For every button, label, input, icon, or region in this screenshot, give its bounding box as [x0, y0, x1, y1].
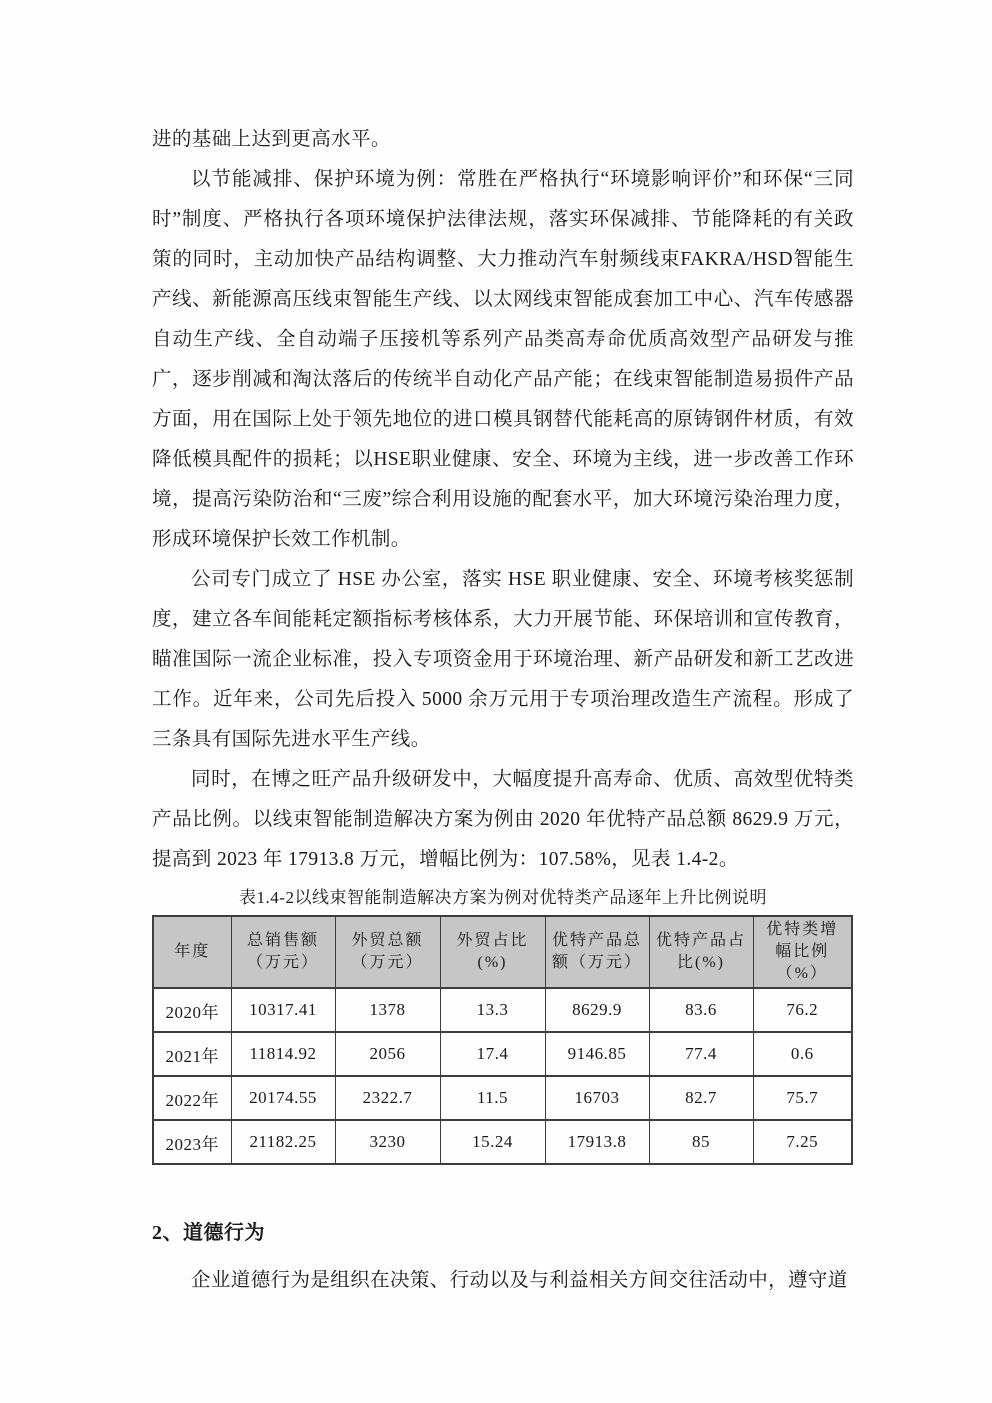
cell-premium-product-total: 17913.8 — [545, 1120, 649, 1164]
cell-total-sales: 10317.41 — [231, 988, 335, 1032]
data-table — [152, 915, 853, 1165]
table-caption: 表1.4-2以线束智能制造解决方案为例对优特类产品逐年上升比例说明 — [239, 888, 767, 907]
cell-foreign-trade-ratio: 13.3 — [440, 988, 545, 1032]
body-paragraph-product-upgrade: 同时，在博之旺产品升级研发中，大幅度提升高寿命、优质、高效型优特类产品比例。以线束智能制造解决方案为例由 2020 年优特产品总额 8629.9 万元，提高到 2023 年 17913.8 万元，增幅比例为：107.58%，见表 1.4-2。 — [152, 769, 854, 870]
cell-year: 2021年 — [153, 1032, 231, 1076]
table-row — [153, 1120, 852, 1164]
cell-premium-product-total: 9146.85 — [545, 1032, 649, 1076]
cell-year: 2020年 — [153, 988, 231, 1032]
cell-premium-product-ratio: 83.6 — [649, 988, 753, 1032]
cell-foreign-trade-ratio: 17.4 — [440, 1032, 545, 1076]
cell-total-sales: 11814.92 — [231, 1032, 335, 1076]
col-header-premium-product-total: 优特产品总额（万元） — [545, 916, 649, 988]
cell-premium-growth-ratio: 0.6 — [753, 1032, 852, 1076]
cell-foreign-trade-total: 3230 — [335, 1120, 440, 1164]
body-paragraph-continuation: 进的基础上达到更高水平。 — [152, 129, 391, 150]
body-paragraph-ethics: 企业道德行为是组织在决策、行动以及与利益相关方间交往活动中，遵守道 — [191, 1270, 848, 1291]
cell-premium-product-total: 16703 — [545, 1076, 649, 1120]
col-header-foreign-trade-ratio: 外贸占比(%) — [440, 916, 545, 988]
col-header-foreign-trade-total: 外贸总额（万元） — [335, 916, 440, 988]
col-header-total-sales: 总销售额（万元） — [231, 916, 335, 988]
cell-total-sales: 20174.55 — [231, 1076, 335, 1120]
table-row — [153, 1076, 852, 1120]
cell-year: 2023年 — [153, 1120, 231, 1164]
cell-premium-product-ratio: 85 — [649, 1120, 753, 1164]
col-header-premium-growth-ratio: 优特类增幅比例（%） — [753, 916, 852, 988]
cell-foreign-trade-ratio: 11.5 — [440, 1076, 545, 1120]
page-content — [152, 120, 854, 1301]
cell-year: 2022年 — [153, 1076, 231, 1120]
cell-premium-growth-ratio: 7.25 — [753, 1120, 852, 1164]
cell-premium-growth-ratio: 76.2 — [753, 988, 852, 1032]
col-header-year: 年度 — [153, 916, 231, 988]
cell-premium-growth-ratio: 75.7 — [753, 1076, 852, 1120]
body-paragraph-hse-office: 公司专门成立了 HSE 办公室，落实 HSE 职业健康、安全、环境考核奖惩制度，建立各车间能耗定额指标考核体系，大力开展节能、环保培训和宣传教育，瞄准国际一流企业标准，投入专项资金用于环境治理、新产品研发和新工艺改进工作。近年来，公司先后投入 5000 余万元用于专项治理改造生产流程。形成了三条具有国际先进水平生产线。 — [152, 569, 854, 750]
table-row — [153, 1032, 852, 1076]
cell-foreign-trade-total: 2322.7 — [335, 1076, 440, 1120]
cell-foreign-trade-ratio: 15.24 — [440, 1120, 545, 1164]
section-heading-ethics: 2、道德行为 — [152, 1222, 265, 1244]
cell-premium-product-ratio: 77.4 — [649, 1032, 753, 1076]
table-row — [153, 988, 852, 1032]
cell-foreign-trade-total: 1378 — [335, 988, 440, 1032]
cell-total-sales: 21182.25 — [231, 1120, 335, 1164]
col-header-premium-product-ratio: 优特产品占比(%) — [649, 916, 753, 988]
cell-premium-product-ratio: 82.7 — [649, 1076, 753, 1120]
body-paragraph-environment: 以节能减排、保护环境为例：常胜在严格执行“环境影响评价”和环保“三同时”制度、严格执行各项环境保护法律法规，落实环保减排、节能降耗的有关政策的同时，主动加快产品结构调整、大力推动汽车射频线束FAKRA/HSD智能生产线、新能源高压线束智能生产线、以太网线束智能成套加工中心、汽车传感器自动生产线、全自动端子压接机等系列产品类高寿命优质高效型产品研发与推广，逐步削减和淘汰落后的传统半自动化产品产能；在线束智能制造易损件产品方面，用在国际上处于领先地位的进口模具钢替代能耗高的原铸钢件材质，有效降低模具配件的损耗；以HSE职业健康、安全、环境为主线，进一步改善工作环境，提高污染防治和“三废”综合利用设施的配套水平，加大环境污染治理力度，形成环境保护长效工作机制。 — [152, 169, 854, 550]
cell-foreign-trade-total: 2056 — [335, 1032, 440, 1076]
table-header-row — [153, 916, 852, 988]
cell-premium-product-total: 8629.9 — [545, 988, 649, 1032]
